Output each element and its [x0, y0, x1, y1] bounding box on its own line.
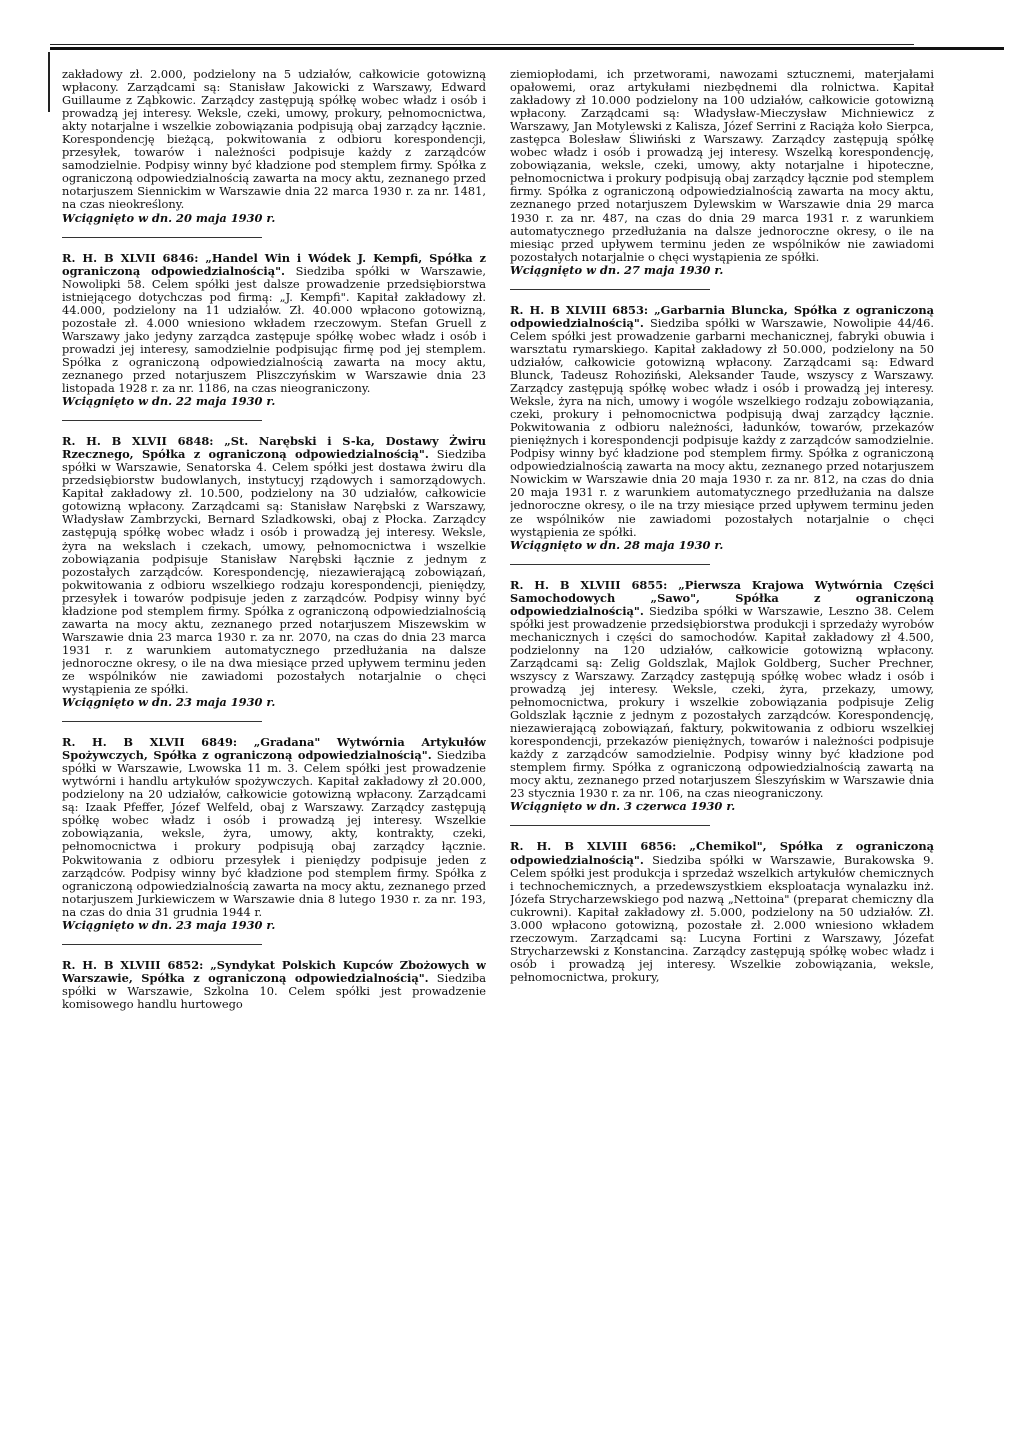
left-column: [62, 68, 486, 1425]
entry-heading: R. H. B XLVIII 6855: „Pierwsza Krajowa Wytwórnia Części Samochodowych „Sawo", Spółka z ograniczoną odpowiedzialnością".: [510, 577, 934, 618]
entry-body: Siedziba spółki w Warszawie, Leszno 38. Celem spółki jest prowadzenie przedsiębiorstwa produkcji i sprzedaży wyrobów mechanicznych i części do samochodów. Kapitał zakładowy zł 4.500, podzielonny na 120 udziałów, całkowicie gotowizną wpłacony. Zarządcami są: Zelig Goldszlak, Majlok Goldberg, Sucher Prechner, wszyscy z Warszawy. Zarządcy zastępują spółkę wobec władz i osób i prowadzą jej interesy. Weksle, czeki, żyra, przekazy, umowy, pełnomocnictwa, prokury i wszelkie zobowiązania podpisuje Zelig Goldszlak łącznie z jednym z pozostałych zarządców. Korespondencję, niezawierającą zobowiązań, faktury, pokwitowania z odbioru wszelkiej korespondencji, przekazów pieniężnych, towarów i należności podpisuje każdy z zarządców samodzielnie. Podpisy winny być kładzione pod stemplem firmy. Spółka z ograniczoną odpowiedzialnością zawartą na mocy aktu, zeznanego przed notarjuszem Śleszyńskim w Warszawie dnia 23 stycznia 1930 r. za nr. 106, na czas nieograniczony.: [510, 603, 934, 801]
entry-separator: [62, 225, 486, 252]
entry-separator: [510, 813, 934, 840]
entry-6852: [62, 959, 486, 1011]
top-rule-thick: [50, 47, 1004, 50]
entry-date: Wciągnięto w dn. 28 maja 1930 r.: [510, 537, 724, 552]
right-column: [510, 68, 934, 1425]
entry-date: Wciągnięto w dn. 22 maja 1930 r.: [62, 394, 276, 409]
entry-separator: [510, 277, 934, 304]
entry-6855: [510, 579, 934, 814]
entry-6849: [62, 736, 486, 932]
entry-continued-6852: [510, 68, 934, 277]
entry-6846: [62, 252, 486, 409]
entry-6848: [62, 435, 486, 709]
entry-heading: R. H. B XLVIII 6853: „Garbarnia Bluncka, Spółka z ograniczoną odpowiedzialnością".: [510, 302, 934, 330]
entry-date: Wciągnięto w dn. 27 maja 1930 r.: [510, 262, 724, 277]
entry-heading: R. H. B XLVII 6848: „St. Narębski i S-ka, Dostawy Żwiru Rzecznego, Spółka z ograniczoną odpowiedzialnością".: [62, 434, 486, 462]
entry-date: Wciągnięto w dn. 23 maja 1930 r.: [62, 695, 276, 710]
entry-body: Siedziba spółki w Warszawie, Nowolipki 58. Celem spółki jest dalsze prowadzenie przedsiębiorstwa istniejącego dotychczas pod firmą: „J. Kempfi". Kapitał zakładowy zł. 44.000, podzielony na 11 udziałów. Zł. 40.000 wpłacono gotowizną, pozostałe zł. 4.000 wniesiono wkładem rzeczowym. Stefan Gruell z Warszawy jako jedyny zarządca zastępuje spółkę wobec władz i osób i prowadzi jej interesy, samodzielnie podpisując firmę pod jej stemplem. Spółka z ograniczoną odpowiedzialnością zawarta na mocy aktu, zeznanego przed notarjuszem Pliszczyńskim w Warszawie dnia 23 listopada 1928 r. za nr. 1186, na czas nieograniczony.: [62, 263, 486, 396]
entry-body: Siedziba spółki w Warszawie, Lwowska 11 m. 3. Celem spółki jest prowadzenie wytwórni i handlu artykułów spożywczych. Kapitał zakładowy zł 20.000, podzielony na 20 udziałów, całkowicie gotowizną wpłacony. Zarządcami są: Izaak Pfeffer, Józef Welfeld, obaj z Warszawy. Zarządcy zastępują spółkę wobec władz i osób i prowadzą jej interesy. Wszelkie zobowiązania, weksle, żyra, umowy, akty, kontrakty, czeki, pełnomocnictwa i prokury podpisują obaj zarządcy łącznie. Pokwitowania z odbioru przesyłek i pieniędzy podpisuje jeden z zarządców. Podpisy winny być kładzione pod stemplem firmy. Spółka z ograniczoną odpowiedzialnością zawarta na mocy aktu, zeznanego przed notarjuszem Jurkiewiczem w Warszawie dnia 8 lutego 1930 r. za nr. 193, na czas do dnia 31 grudnia 1944 r.: [62, 748, 486, 919]
entry-body: Siedziba spółki w Warszawie, Szkolna 10. Celem spółki jest prowadzenie komisowego handlu hurtowego: [62, 970, 486, 1011]
entry-separator: [62, 408, 486, 435]
entry-date: Wciągnięto w dn. 3 czerwca 1930 r.: [510, 799, 736, 814]
entry-heading: R. H. B XLVIII 6852: „Syndykat Polskich Kupców Zbożowych w Warszawie, Spółka z ograniczoną odpowiedzialnością".: [62, 957, 486, 985]
entry-body: Siedziba spółki w Warszawie, Nowolipie 44/46. Celem spółki jest prowadzenie garbarni mechanicznej, fabryki obuwia i warsztatu rymarskiego. Kapitał zakładowy zł 50.000, podzielony na 50 udziałów, całkowicie gotowizną wpłacony. Zarządcami są: Edward Blunck, Tadeusz Rohoziński, Aleksander Taude, wszyscy z Warszawy. Zarządcy zastępują spółkę wobec władz i osób i prowadzą jej interesy. Weksle, żyra na nich, umowy i wogóle wszelkiego rodzaju zobowiązania, czeki, prokury i pełnomocnictwa podpisują dwaj zarządcy łącznie. Pokwitowania z odbioru należności, ładunków, towarów, przekazów pieniężnych i korespondencji podpisuje każdy z zarządców samodzielnie. Podpisy winny być kładzione pod stemplem firmy. Spółka z ograniczoną odpowiedzialnością zawarta na mocy aktu, zeznanego przed notarjuszem Nowickim w Warszawie dnia 20 maja 1930 r. za nr. 812, na czas do dnia 20 maja 1931 r. z warunkiem automatycznego przedłużania na dalsze jednoroczne okresy, o ile na trzy miesiące przed upływem terminu jeden ze wspólników nie zawiadomi pozostałych notarjalnie o chęci wystąpienia ze spółki.: [510, 315, 934, 539]
entry-heading: R. H. B XLVIII 6856: „Chemikol", Spółka z ograniczoną odpowiedzialnością".: [510, 839, 934, 867]
entry-heading: R. H. B XLVII 6849: „Gradana" Wytwórnia Artykułów Spożywczych, Spółka z ograniczoną odpowiedzialnością".: [62, 735, 486, 763]
entry-date: Wciągnięto w dn. 23 maja 1930 r.: [62, 917, 276, 932]
entry-date: Wciągnięto w dn. 20 maja 1930 r.: [62, 210, 276, 225]
entry-body: Siedziba spółki w Warszawie, Senatorska 4. Celem spółki jest dostawa żwiru dla przedsiębiorstw budowlanych, instytucyj rządowych i samorządowych. Kapitał zakładowy zł. 10.500, podzielony na 30 udziałów, całkowicie gotowizną wpłacony. Zarządcami są: Stanisław Narębski z Warszawy, Władysław Zambrzycki, Bernard Szladkowski, obaj z Płocka. Zarządcy zastępują spółkę wobec władz i osób i prowadzą jej interesy. Weksle, żyra na wekslach i czekach, umowy, pełnomocnictwa i wszelkie zobowiązania podpisuje Stanisław Narębski łącznie z jednym z pozostałych zarządców. Korespondencję, niezawierającą zobowiązań, pokwitowania z odbioru wszelkiego rodzaju korespondencji, pieniędzy, przesyłek i towarów podpisuje jeden z zarządców. Podpisy winny być kładzione pod stemplem firmy. Spółka z ograniczoną odpowiedzialnością zawarta na mocy aktu, zeznanego przed notarjuszem Miszewskim w Warszawie dnia 23 marca 1930 r. za nr. 2070, na czas do dnia 23 marca 1931 r. z warunkiem automatycznego przedłużania na dalsze jednoroczne okresy, o ile na dwa miesiące przed upływem terminu jeden ze wspólników nie zawiadomi pozostałych notarjalnie o chęci wystąpienia ze spółki.: [62, 447, 486, 697]
entry-heading: R. H. B XLVII 6846: „Handel Win i Wódek J. Kempfi, Spółka z ograniczoną odpowiedzialnością".: [62, 250, 486, 278]
entry-body: Siedziba spółki w Warszawie, Burakowska 9. Celem spółki jest produkcja i sprzedaż wszelkich artykułów chemicznych i technochemicznych, a przedewszystkiem eksploatacja wynalazku inż. Józefa Strycharzewskiego pod nazwą „Nettoina" (preparat chemiczny dla cukrowni). Kapitał zakładowy zł. 5.000, podzielony na 50 udziałów. Zł. 3.000 wpłacono gotowizną, pozostałe zł. 2.000 wniesiono wkładem rzeczowym. Zarządcami są: Lucyna Fortini z Warszawy, Józefat Strycharzewski z Konstancina. Zarządcy zastępują spółkę wobec władz i osób i prowadzą jej interesy. Wszelkie zobowiązania, weksle, pełnomocnictwa, prokury,: [510, 852, 934, 984]
entry-continued: [62, 68, 486, 225]
entry-separator: [62, 709, 486, 736]
entry-body: ziemiopłodami, ich przetworami, nawozami sztucznemi, materjałami opałowemi, oraz artykułami niezbędnemi dla rolnictwa. Kapitał zakładowy zł 10.000 podzielony na 100 udziałów, całkowicie gotowizną wpłacony. Zarządcami są: Władysław-Mieczysław Michniewicz z Warszawy, Jan Motylewski z Kalisza, Józef Serrini z Raciąża koło Sierpca, zastępca Bolesław Śliwiński z Warszawy. Zarządcy zastępują spółkę wobec władz i osób i prowadzą jej interesy. Wszelką korespondencję, zobowiązania, weksle, czeki, umowy, akty notarjalne i hipoteczne, pełnomocnictwa i prokury podpisują obaj zarządcy łącznie pod stemplem firmy. Spółka z ograniczoną odpowiedzialnością zawarta na mocy aktu, zeznanego przed notarjuszem Dylewskim w Warszawie dnia 29 marca 1930 r. za nr. 487, na czas do dnia 29 marca 1931 r. z warunkiem automatycznego przedłużania na dalsze jednoroczne okresy, o ile na miesiąc przed upływem terminu jeden ze wspólników nie zawiadomi pozostałych notarjalnie o chęci wystąpienia ze spółki.: [510, 68, 934, 264]
left-margin-rule: [48, 52, 50, 112]
entry-6853: [510, 304, 934, 552]
entry-separator: [62, 932, 486, 959]
top-rule-thin: [50, 44, 914, 45]
entry-separator: [510, 552, 934, 579]
entry-body: zakładowy zł. 2.000, podzielony na 5 udziałów, całkowicie gotowizną wpłacony. Zarządcami są: Stanisław Jakowicki z Warszawy, Edward Guillaume z Ząbkowic. Zarządcy zastępują spółkę wobec władz i osób i prowadzą jej interesy. Weksle, czeki, umowy, prokury, pełnomocnictwa, akty notarjalne i wszelkie zobowiązania podpisują obaj zarządcy łącznie. Korespondencję bieżącą, pokwitowania z odbioru korespondencji, przesyłek, towarów i należności podpisuje każdy z zarządców samodzielnie. Podpisy winny być kładzione pod stemplem firmy. Spółka z ograniczoną odpowiedzialnością zawarta na mocy aktu, zeznanego przed notarjuszem Siennickim w Warszawie dnia 22 marca 1930 r. za nr. 1481, na czas nieokreślony.: [62, 68, 486, 212]
entry-6856: [510, 840, 934, 984]
